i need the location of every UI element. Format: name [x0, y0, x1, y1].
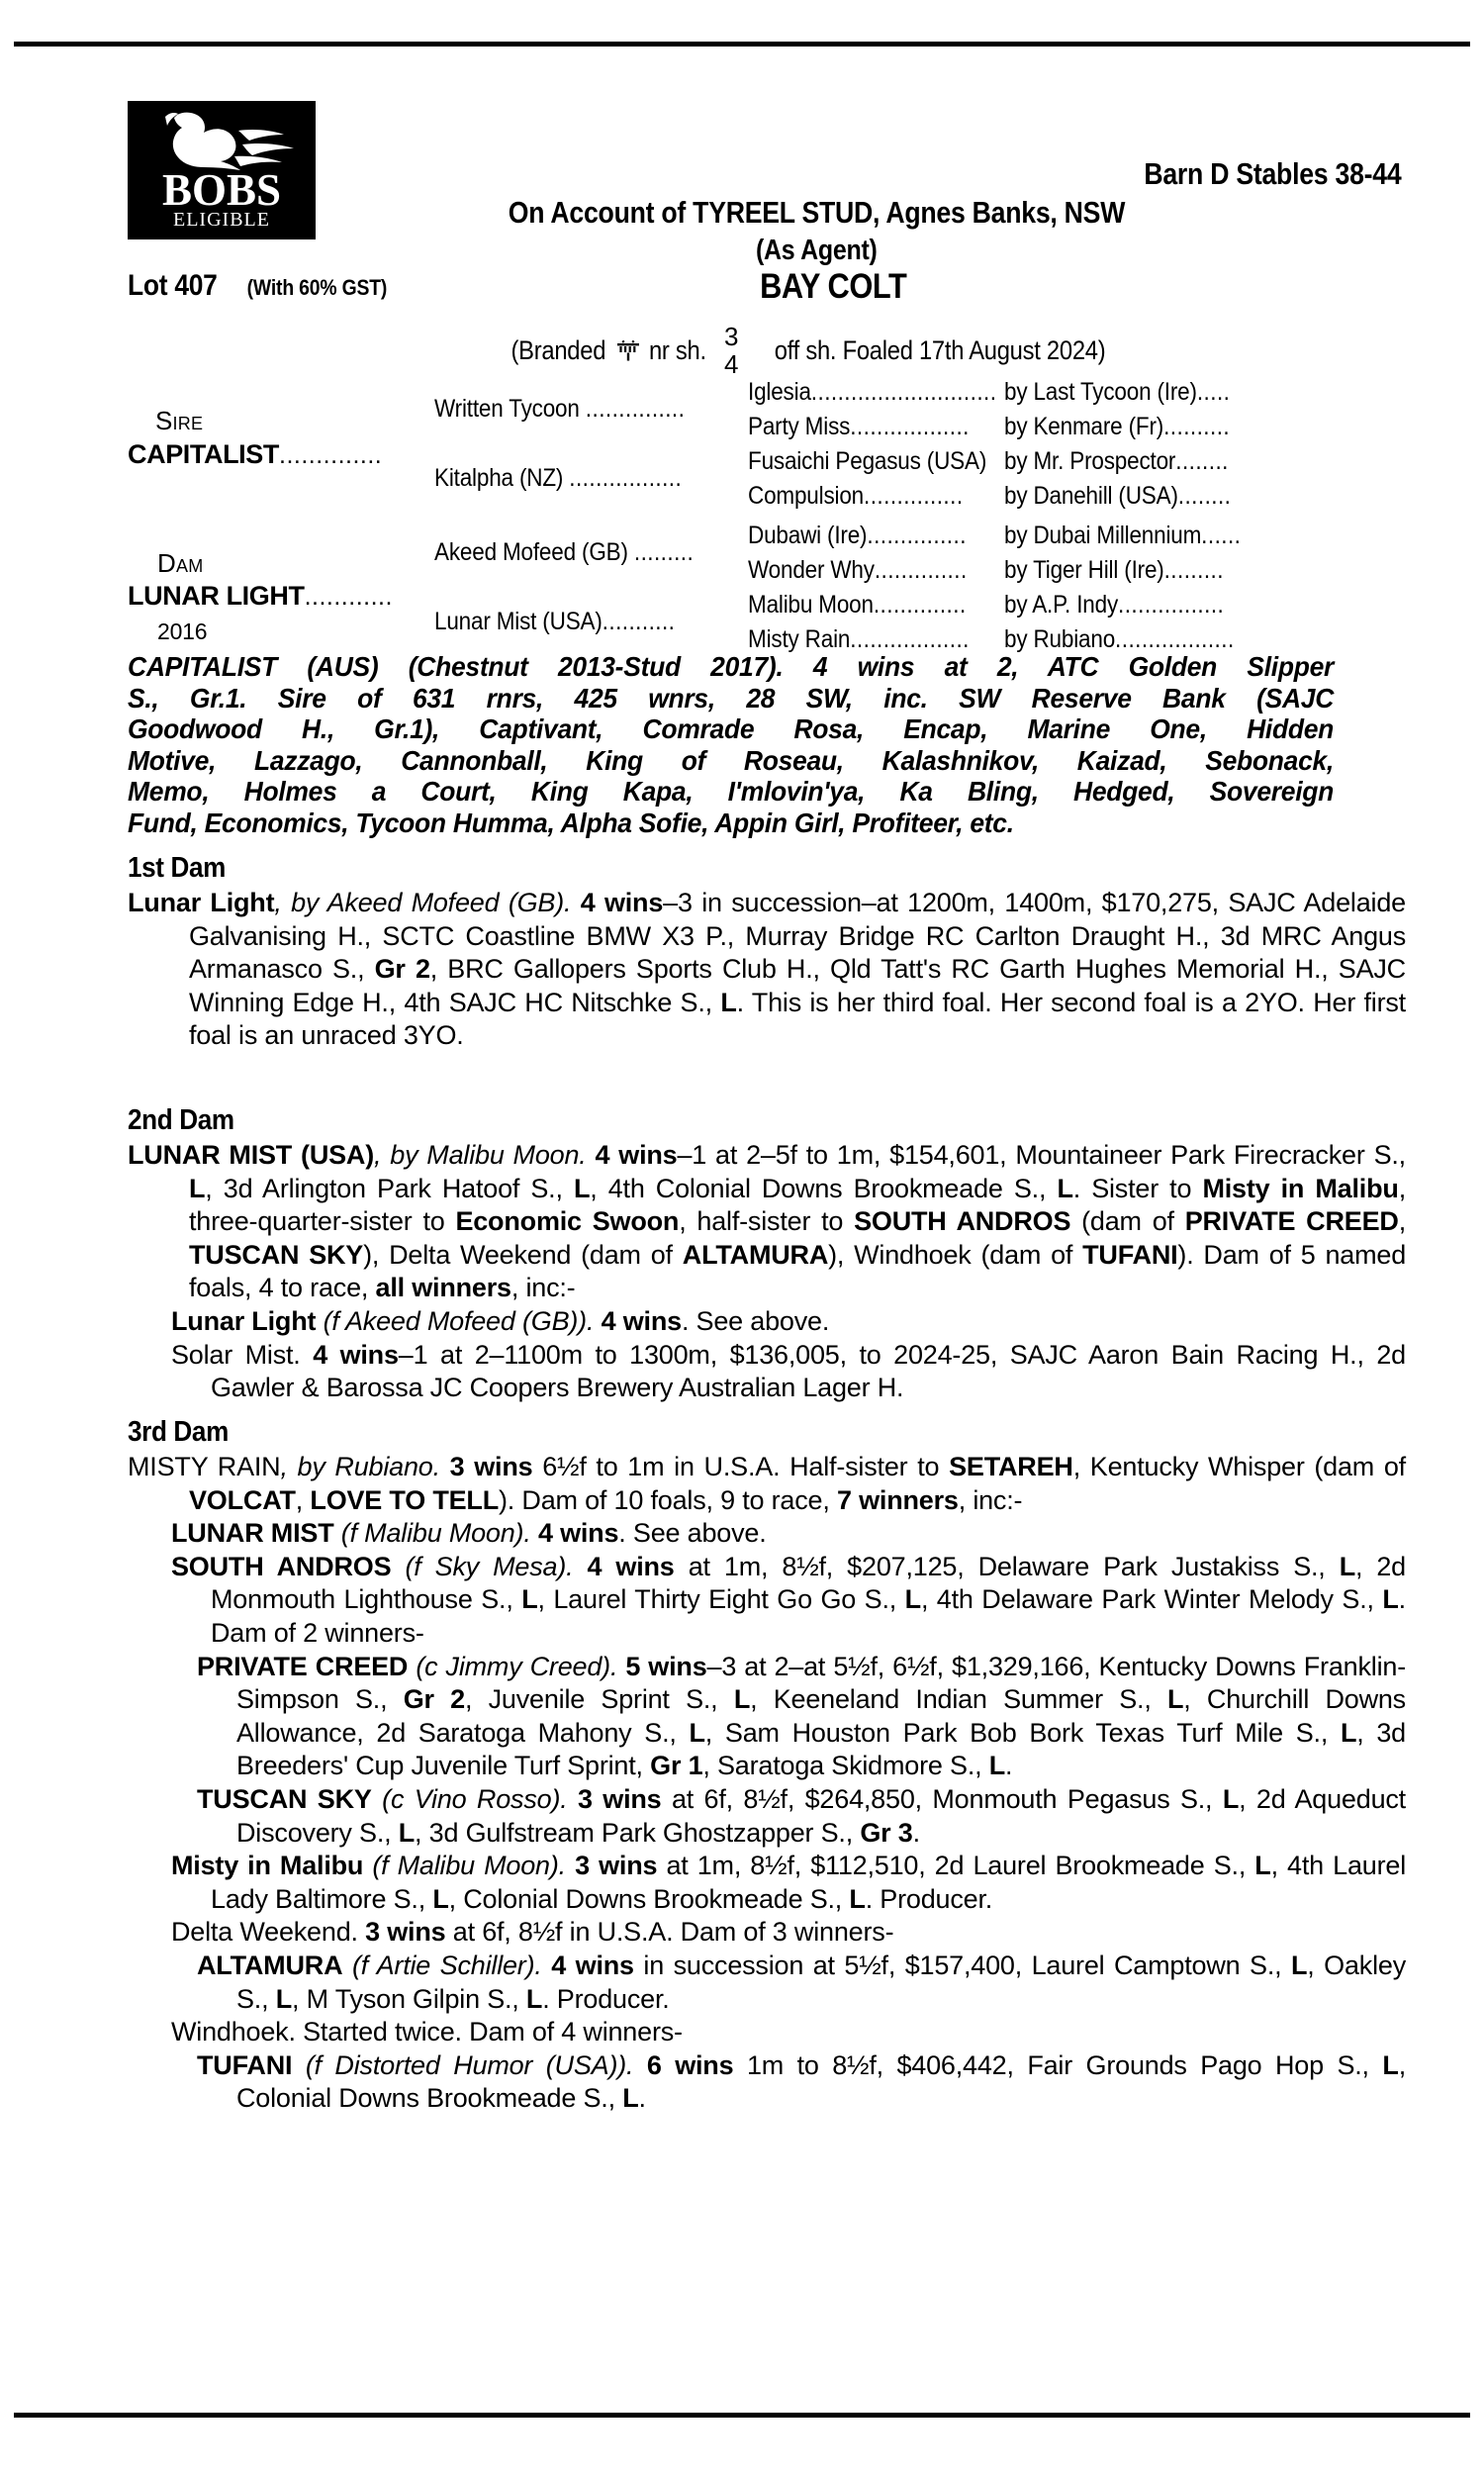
pedigree-gen4-2: by Kenmare (Fr)..........	[1004, 413, 1231, 440]
second-dam-b4: PRIVATE CREED	[1184, 1206, 1399, 1237]
progeny-wins: 4 wins	[587, 1551, 675, 1581]
third-dam-t5: , inc:-	[958, 1484, 1023, 1515]
second-dam-b6: ALTAMURA	[682, 1239, 829, 1270]
as-agent-line	[0, 235, 1484, 267]
progeny-rest: at 6f, 8½f, $264,850, Monmouth Pegasus S., L, 2d Aqueduct Discovery S., L, 3d Gulfstream Park Ghostzapper S., Gr 3.	[236, 1783, 1406, 1848]
third-dam-paragraph	[128, 1451, 1406, 1517]
progeny-name: Solar Mist.	[171, 1339, 301, 1370]
third-dam-progeny-item	[149, 1517, 1406, 1551]
second-dam-b8: all winners	[375, 1273, 511, 1303]
progeny-name: Misty in Malibu	[171, 1851, 364, 1881]
pedigree-gen4-6: by Tiger Hill (Ire).........	[1004, 556, 1224, 584]
progeny-wins: 4 wins	[537, 1518, 619, 1549]
third-dam-progeny-item	[175, 1950, 1406, 2016]
second-dam-wins: 4 wins	[595, 1140, 678, 1170]
first-dam-paragraph	[128, 887, 1406, 1053]
brand-fraction	[724, 323, 738, 378]
progeny-sire: (f Akeed Mofeed (GB)).	[316, 1305, 602, 1336]
progeny-rest: . See above.	[618, 1518, 767, 1549]
sex-colour-title	[0, 267, 1484, 307]
first-dam-text3: . This is her third foal. Her second foal is a 2YO. Her first foal is an unraced 3YO.	[189, 987, 1406, 1051]
sire-label: SIRE	[155, 406, 204, 435]
pedigree-gen2-1: Written Tycoon ...............	[434, 395, 686, 423]
progeny-sire: (c Jimmy Creed).	[408, 1651, 626, 1681]
second-dam-progeny-item	[149, 1305, 1406, 1339]
barn-stables-label: Barn D Stables 38-44	[1143, 156, 1401, 191]
brand-mark-icon	[615, 339, 641, 363]
logo-eligible-text: ELIGIBLE	[173, 209, 270, 231]
third-dam-b2: VOLCAT	[189, 1484, 296, 1515]
second-dam-b3: SOUTH ANDROS	[854, 1206, 1071, 1237]
pedigree-gen4-7: by A.P. Indy................	[1004, 591, 1225, 618]
pedigree-gen4-4: by Danehill (USA)........	[1004, 482, 1232, 510]
second-dam-heading: 2nd Dam	[128, 1104, 234, 1136]
second-dam-b1: Misty in Malibu	[1202, 1173, 1399, 1203]
as-agent-text: (As Agent)	[755, 235, 878, 266]
first-dam-name: Lunar Light	[128, 888, 275, 917]
progeny-sire	[301, 1340, 314, 1370]
second-dam-t9: ), Delta Weekend (dam of	[363, 1239, 683, 1270]
second-dam-l1: L	[189, 1173, 206, 1203]
second-dam-t12: , inc:-	[510, 1273, 576, 1303]
progeny-rest: at 1m, 8½f, $112,510, 2d Laurel Brookmeade S., L, 4th Laurel Lady Baltimore S., L, Colonial Downs Brookmeade S., L. Producer.	[211, 1851, 1406, 1914]
second-dam-block	[128, 1103, 1406, 1405]
brand-fraction-denominator: 4	[724, 349, 739, 379]
pedigree-gen4-5: by Dubai Millennium......	[1004, 522, 1242, 549]
second-dam-t10: ), Windhoek (dam of	[828, 1239, 1083, 1270]
third-dam-progeny-item	[175, 2049, 1406, 2116]
lot-gst-note: (With 60% GST)	[246, 275, 388, 300]
pedigree-gen3-7: Malibu Moon..............	[748, 591, 967, 618]
third-dam-by: , by Rubiano.	[280, 1452, 450, 1481]
third-dam-progeny-item	[175, 1651, 1406, 1783]
third-dam-progeny-item	[149, 2016, 1406, 2049]
progeny-name: Delta Weekend.	[171, 1917, 358, 1948]
progeny-wins: 4 wins	[601, 1305, 682, 1336]
progeny-rest: Started twice. Dam of 4 winners-	[303, 2017, 683, 2047]
second-dam-name: LUNAR MIST (USA)	[128, 1140, 375, 1170]
progeny-rest: 1m to 8½f, $406,442, Fair Grounds Pago Hop S., L, Colonial Downs Brookmeade S., L.	[236, 2049, 1406, 2114]
progeny-wins: 3 wins	[578, 1783, 662, 1814]
third-dam-name: MISTY RAIN	[128, 1452, 281, 1481]
third-dam-progeny-item	[149, 1916, 1406, 1950]
brand-fraction-numerator: 3	[724, 322, 739, 351]
horse-head-icon	[143, 111, 300, 172]
bottom-rule	[14, 2413, 1470, 2418]
lot-number: Lot 407	[128, 269, 218, 302]
second-dam-t7: (dam of	[1070, 1206, 1185, 1237]
second-dam-progeny-item	[149, 1339, 1406, 1405]
progeny-name: TUSCAN SKY	[197, 1783, 372, 1814]
progeny-rest: . See above.	[681, 1305, 830, 1336]
sire-summary-paragraph	[128, 651, 1334, 838]
progeny-name: SOUTH ANDROS	[171, 1551, 392, 1581]
sire-summary-line: Motive, Lazzago, Cannonball, King of Roseau, Kalashnikov, Kaizad, Sebonack,	[128, 744, 1335, 776]
vendor-account-text: On Account of TYREEL STUD, Agnes Banks, NSW	[508, 195, 1125, 230]
pedigree-gen4-3: by Mr. Prospector........	[1004, 447, 1229, 475]
third-dam-t2: , Kentucky Whisper (dam of	[1072, 1452, 1406, 1481]
pedigree-gen3-2: Party Miss..................	[748, 413, 970, 440]
pedigree-gen2-3: Akeed Mofeed (GB) .........	[434, 538, 695, 566]
brand-prefix-text: (Branded	[510, 334, 605, 365]
second-dam-t1: –1 at 2–5f to 1m, $154,601, Mountaineer Park Firecracker S.,	[677, 1140, 1406, 1170]
second-dam-b7: TUFANI	[1082, 1239, 1178, 1270]
third-dam-b4: 7 winners	[836, 1484, 959, 1515]
pedigree-gen4-8: by Rubiano..................	[1004, 625, 1235, 653]
pedigree-gen2-2: Kitalpha (NZ) .................	[434, 464, 683, 492]
third-dam-progeny-item	[149, 1850, 1406, 1916]
second-dam-t3: , 4th Colonial Downs Brookmeade S.,	[590, 1173, 1058, 1203]
third-dam-t4: ). Dam of 10 foals, 9 to race,	[499, 1484, 837, 1515]
second-dam-paragraph	[128, 1139, 1406, 1305]
third-dam-t1: 6½f to 1m in U.S.A. Half-sister to	[532, 1452, 950, 1481]
second-dam-t8: ,	[1398, 1206, 1407, 1237]
first-dam-block	[128, 851, 1406, 1053]
third-dam-progeny-item	[175, 1783, 1406, 1850]
progeny-sire: (f Distorted Humor (USA)).	[292, 2049, 647, 2080]
first-dam-gr2: Gr 2	[374, 954, 430, 985]
progeny-name: LUNAR MIST	[171, 1518, 334, 1549]
pedigree-gen2-4: Lunar Mist (USA)...........	[434, 608, 676, 635]
progeny-rest: at 1m, 8½f, $207,125, Delaware Park Justakiss S., L, 2d Monmouth Lighthouse S., L, Laurel Thirty Eight Go Go S., L, 4th Delaware Park Winter Melody S., L. Dam of 2 winners-	[211, 1551, 1406, 1648]
first-dam-listed: L	[720, 987, 737, 1017]
pedigree-gen4-1: by Last Tycoon (Ire).....	[1004, 378, 1231, 406]
pedigree-gen3-5: Dubawi (Ire)...............	[748, 522, 967, 549]
second-dam-l3: L	[1057, 1173, 1073, 1203]
vendor-account-line	[0, 195, 1484, 231]
sire-summary-line: Goodwood H., Gr.1), Captivant, Comrade Rosa, Encap, Marine One, Hidden	[128, 714, 1335, 744]
third-dam-block	[128, 1415, 1406, 2116]
progeny-sire: (f Sky Mesa).	[391, 1551, 588, 1581]
progeny-rest: at 6f, 8½f in U.S.A. Dam of 3 winners-	[445, 1917, 894, 1948]
third-dam-b1: SETAREH	[949, 1452, 1073, 1481]
progeny-wins: 3 wins	[365, 1917, 446, 1948]
first-dam-text1: –3 in succession–at 1200m, 1400m, $170,275, SAJC Adelaide Galvanising H., SCTC Coastline BMW X3 P., Murray Bridge RC Carlton Draught H., 3d MRC Angus Armanasco S.,	[189, 888, 1406, 985]
sire-summary-line: CAPITALIST (AUS) (Chestnut 2013-Stud 2017). 4 wins at 2, ATC Golden Slipper	[128, 651, 1335, 682]
first-dam-wins: 4 wins	[580, 888, 664, 917]
third-dam-b3: LOVE TO TELL	[310, 1484, 500, 1515]
second-dam-t4: . Sister to	[1072, 1173, 1203, 1203]
second-dam-b5: TUSCAN SKY	[189, 1239, 364, 1270]
sire-name-cell: CAPITALIST..............	[128, 439, 383, 469]
second-dam-t5: , three-quarter-sister to	[189, 1173, 1406, 1237]
first-dam-sireof: , by Akeed Mofeed (GB).	[274, 888, 581, 917]
sire-summary-line: Memo, Holmes a Court, King Kapa, I'mlovin'ya, Ka Bling, Hedged, Sovereign	[128, 776, 1335, 807]
progeny-sire: (f Malibu Moon).	[333, 1518, 538, 1549]
pedigree-gen3-1: Iglesia............................	[748, 378, 997, 406]
progeny-wins: 6 wins	[646, 2049, 734, 2080]
progeny-name: Lunar Light	[171, 1305, 317, 1336]
sex-colour-text: BAY COLT	[760, 267, 907, 306]
third-dam-wins: 3 wins	[449, 1452, 533, 1481]
progeny-wins: 5 wins	[625, 1651, 707, 1681]
branding-foaling-line	[0, 323, 1484, 378]
progeny-rest: –3 at 2–at 5½f, 6½f, $1,329,166, Kentucky Downs Franklin-Simpson S., Gr 2, Juvenile Sprint S., L, Keeneland Indian Summer S., L, Churchill Downs Allowance, 2d Saratoga Mahony S., L, Sam Houston Park Bob Bork Texas Turf Mile S., L, 3d Breeders' Cup Juvenile Turf Sprint, Gr 1, Saratoga Skidmore S., L.	[236, 1651, 1406, 1781]
second-dam-by: , by Malibu Moon.	[374, 1140, 596, 1170]
first-dam-heading: 1st Dam	[128, 852, 227, 884]
progeny-name: TUFANI	[197, 2049, 293, 2080]
third-dam-heading: 3rd Dam	[128, 1416, 229, 1448]
dam-label: DAM	[157, 548, 204, 578]
second-dam-l2: L	[573, 1173, 591, 1203]
pedigree-gen3-4: Compulsion...............	[748, 482, 964, 510]
progeny-rest: in succession at 5½f, $157,400, Laurel Camptown S., L, Oakley S., L, M Tyson Gilpin S., L. Producer.	[236, 1950, 1406, 2014]
pedigree-gen3-3: Fusaichi Pegasus (USA)	[748, 447, 987, 475]
third-dam-progeny-item	[149, 1551, 1406, 1651]
brand-suffix-text: off sh. Foaled 17th August 2024)	[774, 334, 1106, 365]
progeny-sire: (f Malibu Moon).	[363, 1851, 576, 1881]
progeny-name: ALTAMURA	[197, 1950, 343, 1980]
second-dam-b2: Economic Swoon	[455, 1206, 680, 1237]
second-dam-t6: , half-sister to	[679, 1206, 855, 1237]
progeny-sire: (f Artie Schiller).	[342, 1950, 552, 1980]
progeny-sire: (c Vino Rosso).	[371, 1783, 578, 1814]
sire-summary-line: S., Gr.1. Sire of 631 rnrs, 425 wnrs, 28 SW, inc. SW Reserve Bank (SAJC	[128, 682, 1335, 714]
progeny-name: Windhoek.	[171, 2017, 296, 2047]
progeny-sire	[296, 2017, 303, 2046]
progeny-wins: 4 wins	[313, 1339, 399, 1370]
third-dam-t3: ,	[295, 1484, 311, 1515]
pedigree-gen3-8: Misty Rain..................	[748, 625, 970, 653]
progeny-wins: 3 wins	[575, 1851, 658, 1881]
top-rule	[14, 42, 1470, 47]
progeny-name: PRIVATE CREED	[197, 1651, 409, 1681]
progeny-wins: 4 wins	[551, 1950, 634, 1980]
pedigree-gen3-6: Wonder Why..............	[748, 556, 968, 584]
dam-name-cell: LUNAR LIGHT............	[128, 581, 393, 611]
dam-year: 2016	[157, 618, 208, 644]
second-dam-t2: , 3d Arlington Park Hatoof S.,	[205, 1173, 574, 1203]
progeny-rest: –1 at 2–1100m to 1300m, $136,005, to 2024-25, SAJC Aaron Bain Racing H., 2d Gawler & Barossa JC Coopers Brewery Australian Lager H.	[211, 1339, 1406, 1403]
logo-brand-text: BOBS	[161, 165, 282, 215]
lot-heading-row	[0, 269, 1484, 315]
brand-nr-side-text: nr sh.	[649, 334, 707, 365]
sire-summary-line: Fund, Economics, Tycoon Humma, Alpha Sofie, Appin Girl, Profiteer, etc.	[128, 807, 1014, 838]
second-dam-t11: ). Dam of 5 named foals, 4 to race,	[189, 1239, 1407, 1303]
first-dam-text2: , BRC Gallopers Sports Club H., Qld Tatt's RC Garth Hughes Memorial H., SAJC Winning Edge H., 4th SAJC HC Nitschke S.,	[189, 954, 1406, 1017]
